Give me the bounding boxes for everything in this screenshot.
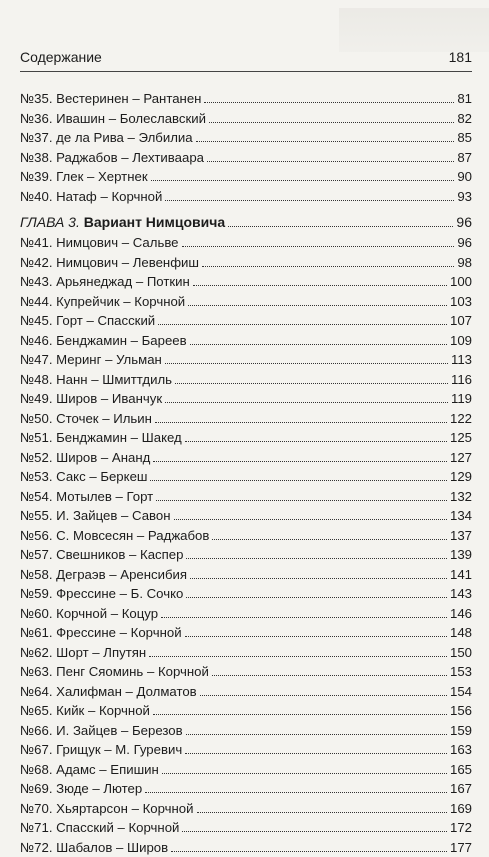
toc-entry (20, 565, 472, 585)
entry-page: 177 (450, 838, 472, 857)
entry-title: №41. Нимцович – Сальве (20, 233, 179, 253)
entry-page: 169 (450, 799, 472, 819)
section-title: Содержание (20, 44, 102, 70)
entry-title: №40. Натаф – Корчной (20, 187, 162, 207)
entry-page: 156 (450, 701, 472, 721)
entry-page: 146 (450, 604, 472, 624)
leader-dots (186, 546, 447, 559)
entry-title: №60. Корчной – Коцур (20, 604, 158, 624)
toc-entry (20, 253, 472, 273)
toc-list-before (20, 89, 472, 206)
leader-dots (196, 129, 455, 142)
entry-title: №44. Купрейчик – Корчной (20, 292, 185, 312)
leader-dots (175, 371, 448, 384)
entry-title: №68. Адамс – Епишин (20, 760, 159, 780)
entry-page: 127 (450, 448, 472, 468)
entry-page: 96 (457, 233, 472, 253)
toc-entry (20, 448, 472, 468)
entry-title: №54. Мотылев – Горт (20, 487, 153, 507)
entry-title: №50. Сточек – Ильин (20, 409, 152, 429)
entry-title: №35. Вестеринен – Рантанен (20, 89, 201, 109)
entry-page: 163 (450, 740, 472, 760)
toc-entry (20, 428, 472, 448)
toc-entry (20, 292, 472, 312)
leader-dots (182, 234, 455, 247)
entry-page: 159 (450, 721, 472, 741)
entry-page: 82 (457, 109, 472, 129)
leader-dots (185, 624, 447, 637)
toc-entry (20, 545, 472, 565)
entry-page: 119 (451, 389, 472, 409)
entry-page: 113 (451, 350, 472, 370)
entry-title: №58. Деграэв – Аренсибия (20, 565, 187, 585)
header-rule (20, 71, 472, 72)
leader-dots (165, 351, 448, 364)
leader-dots (150, 468, 447, 481)
entry-title: №48. Нанн – Шмиттдиль (20, 370, 172, 390)
toc-entry (20, 526, 472, 546)
toc-entry (20, 721, 472, 741)
leader-dots (174, 507, 447, 520)
entry-page: 150 (450, 643, 472, 663)
entry-page: 153 (450, 662, 472, 682)
leader-dots (151, 168, 455, 181)
toc-entry (20, 272, 472, 292)
leader-dots (149, 644, 447, 657)
leader-dots (228, 214, 453, 227)
entry-title: №49. Широв – Иванчук (20, 389, 162, 409)
toc-entry (20, 187, 472, 207)
entry-page: 154 (450, 682, 472, 702)
toc-entry (20, 701, 472, 721)
entry-page: 134 (450, 506, 472, 526)
entry-title: №46. Бенджамин – Бареев (20, 331, 187, 351)
entry-title: №66. И. Зайцев – Березов (20, 721, 183, 741)
entry-page: 107 (450, 311, 472, 331)
entry-page: 141 (450, 565, 472, 585)
entry-title: №63. Пенг Сяоминь – Корчной (20, 662, 209, 682)
entry-title: №72. Шабалов – Широв (20, 838, 168, 857)
toc-entry (20, 623, 472, 643)
toc-entry (20, 128, 472, 148)
chapter-label: ГЛАВА 3. (20, 214, 80, 230)
leader-dots (153, 449, 447, 462)
leader-dots (158, 312, 447, 325)
toc-entry (20, 584, 472, 604)
entry-page: 81 (457, 89, 472, 109)
leader-dots (156, 488, 447, 501)
entry-title: №61. Фрессине – Корчной (20, 623, 182, 643)
entry-page: 143 (450, 584, 472, 604)
entry-title: №43. Арьянеджад – Поткин (20, 272, 190, 292)
leader-dots (188, 293, 447, 306)
toc-entry (20, 643, 472, 663)
entry-page: 129 (450, 467, 472, 487)
entry-title: №37. де ла Рива – Элбилиа (20, 128, 193, 148)
toc-entry (20, 89, 472, 109)
toc-entry (20, 311, 472, 331)
leader-dots (212, 663, 447, 676)
entry-page: 90 (457, 167, 472, 187)
toc-entry (20, 331, 472, 351)
entry-title: №69. Зюде – Лютер (20, 779, 142, 799)
leader-dots (155, 410, 447, 423)
toc-entry (20, 682, 472, 702)
toc-entry (20, 148, 472, 168)
leader-dots (165, 390, 448, 403)
toc-entry (20, 818, 472, 838)
toc-entry (20, 409, 472, 429)
entry-page: 109 (450, 331, 472, 351)
leader-dots (162, 761, 447, 774)
toc-list-chapter (20, 211, 472, 857)
entry-page: 132 (450, 487, 472, 507)
toc-entry (20, 779, 472, 799)
entry-title: №70. Хьяртарсон – Корчной (20, 799, 194, 819)
entry-page: 125 (450, 428, 472, 448)
toc-entry (20, 109, 472, 129)
entry-page: 98 (457, 253, 472, 273)
entry-title: №64. Халифман – Долматов (20, 682, 197, 702)
leader-dots (185, 741, 447, 754)
leader-dots (186, 585, 447, 598)
toc-entry (20, 604, 472, 624)
leader-dots (190, 566, 447, 579)
leader-dots (190, 332, 447, 345)
entry-page: 103 (450, 292, 472, 312)
leader-dots (200, 683, 447, 696)
toc-entry (20, 799, 472, 819)
entry-title: №59. Фрессине – Б. Сочко (20, 584, 183, 604)
leader-dots (207, 149, 454, 162)
chapter-title: Вариант Нимцовича (84, 214, 225, 230)
entry-title: №67. Грищук – М. Гуревич (20, 740, 182, 760)
leader-dots (209, 110, 454, 123)
entry-page: 137 (450, 526, 472, 546)
toc-entry (20, 467, 472, 487)
entry-title: №47. Меринг – Ульман (20, 350, 162, 370)
leader-dots (182, 819, 447, 832)
entry-page: 93 (457, 187, 472, 207)
chapter-page: 96 (456, 211, 472, 233)
entry-title: №53. Сакс – Беркеш (20, 467, 147, 487)
entry-title: №71. Спасский – Корчной (20, 818, 179, 838)
entry-page: 139 (450, 545, 472, 565)
leader-dots (197, 800, 447, 813)
toc-entry (20, 233, 472, 253)
leader-dots (161, 605, 447, 618)
entry-title: №57. Свешников – Каспер (20, 545, 183, 565)
toc-entry (20, 350, 472, 370)
entry-page: 165 (450, 760, 472, 780)
running-header (20, 44, 472, 70)
entry-title: №65. Кийк – Корчной (20, 701, 150, 721)
entry-title: №38. Раджабов – Лехтиваара (20, 148, 204, 168)
toc-entry (20, 760, 472, 780)
entry-title: №62. Шорт – Лпутян (20, 643, 146, 663)
entry-title: №42. Нимцович – Левенфиш (20, 253, 199, 273)
entry-page: 167 (450, 779, 472, 799)
entry-title: №45. Горт – Спасский (20, 311, 155, 331)
toc-entry (20, 487, 472, 507)
toc-entry (20, 389, 472, 409)
entry-title: №56. С. Мовсесян – Раджабов (20, 526, 209, 546)
toc-entry (20, 662, 472, 682)
entry-title: №39. Глек – Хертнек (20, 167, 148, 187)
leader-dots (185, 429, 447, 442)
entry-page: 148 (450, 623, 472, 643)
leader-dots (193, 273, 447, 286)
entry-page: 122 (450, 409, 472, 429)
leader-dots (186, 722, 447, 735)
entry-page: 116 (451, 370, 472, 390)
leader-dots (202, 254, 454, 267)
toc-entry (20, 506, 472, 526)
entry-page: 87 (457, 148, 472, 168)
entry-title: №52. Широв – Ананд (20, 448, 150, 468)
leader-dots (171, 839, 447, 852)
toc-page (20, 0, 472, 804)
leader-dots (212, 527, 447, 540)
entry-title: №55. И. Зайцев – Савон (20, 506, 171, 526)
entry-page: 172 (450, 818, 472, 838)
chapter-heading (20, 211, 472, 233)
leader-dots (145, 780, 447, 793)
entry-title: №36. Ивашин – Болеславский (20, 109, 206, 129)
entry-title: №51. Бенджамин – Шакед (20, 428, 182, 448)
leader-dots (165, 188, 454, 201)
entry-page: 85 (457, 128, 472, 148)
page-number: 181 (449, 44, 472, 70)
toc-entry (20, 370, 472, 390)
toc-entry (20, 838, 472, 857)
toc-entry (20, 167, 472, 187)
leader-dots (153, 702, 447, 715)
toc-entry (20, 740, 472, 760)
entry-page: 100 (450, 272, 472, 292)
leader-dots (204, 90, 454, 103)
